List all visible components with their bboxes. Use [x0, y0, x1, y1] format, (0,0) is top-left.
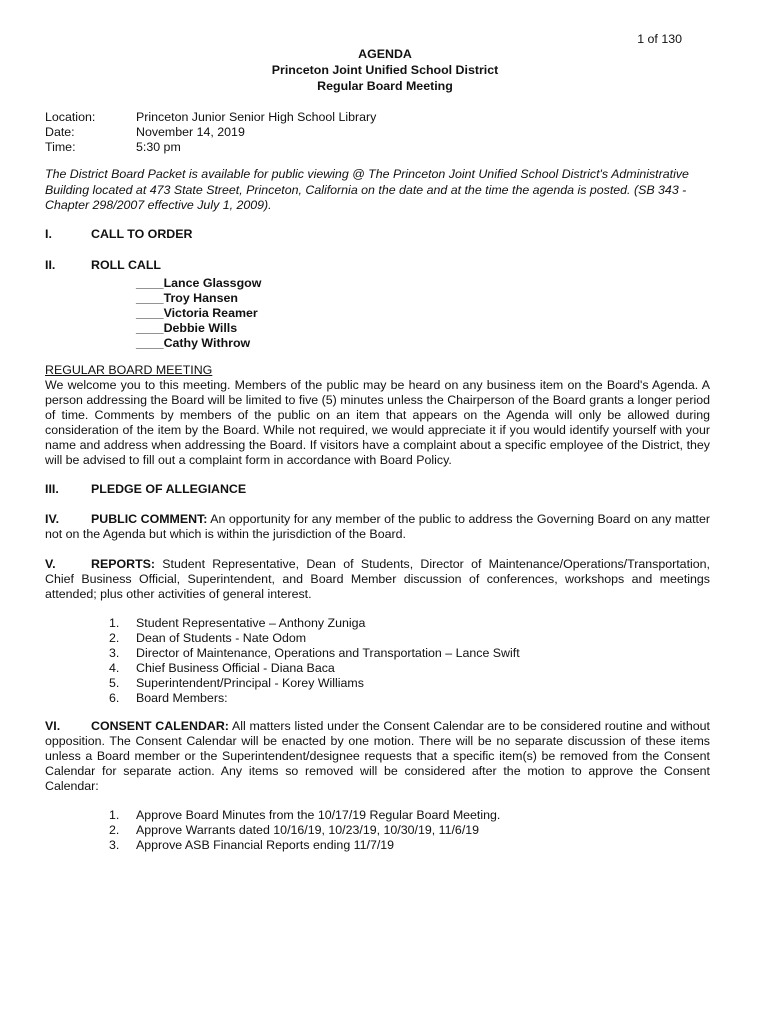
consent-list	[109, 808, 500, 853]
regular-board-meeting-text: We welcome you to this meeting. Members of the public may be heard on any business item on the Board's Agenda. A person addressing the Board will be limited to five (5) minutes unless the Chairperson of the Board grants a longer period of time. Comments by members of the public on an item that appears on the Agenda will only be allowed during consideration of the item by the Board. While not required, we would appreciate it if you would identify yourself with your name and address when addressing the Board. If visitors have a complaint about a specific employee of the District, they will be advised to fill out a complaint form in accordance with Board Policy.	[45, 378, 710, 467]
section-text: Student Representative, Dean of Students, Director of Maintenance/Operations/Transportation, Chief Business Official, Superintendent, and Board Member discussion of conferences, workshops and meetings attended; plus other activities of general interest.	[45, 557, 710, 601]
section-pledge	[45, 482, 710, 497]
roll-call-member: ____Cathy Withrow	[136, 336, 251, 350]
time-label: Time:	[45, 140, 76, 154]
list-item: 2. Approve Warrants dated 10/16/19, 10/23/19, 10/30/19, 11/6/19	[109, 823, 480, 837]
time-row	[45, 140, 376, 155]
section-call-to-order	[45, 227, 710, 242]
list-item: 2. Dean of Students - Nate Odom	[109, 631, 307, 645]
section-consent-calendar	[45, 719, 710, 794]
roll-call-member: ____Victoria Reamer	[136, 306, 258, 320]
section-text: An opportunity for any member of the public to address the Governing Board on any matter not on the Agenda but which is within the jurisdiction of the Board.	[45, 512, 710, 541]
section-title: REPORTS:	[91, 557, 156, 571]
page-number: 1 of 130	[637, 32, 682, 46]
meeting-type: Regular Board Meeting	[317, 79, 453, 93]
district-name: Princeton Joint Unified School District	[271, 63, 499, 77]
list-item: 4. Chief Business Official - Diana Baca	[109, 661, 335, 675]
roll-call-member: ____Lance Glassgow	[136, 276, 262, 290]
list-item: 1. Student Representative – Anthony Zuniga	[109, 616, 366, 630]
section-reports	[45, 557, 710, 602]
reports-list	[109, 616, 520, 706]
regular-board-meeting-title: REGULAR BOARD MEETING	[45, 363, 213, 377]
section-number: V.	[45, 557, 56, 571]
meeting-details	[45, 110, 376, 155]
list-item: 1. Approve Board Minutes from the 10/17/19 Regular Board Meeting.	[109, 808, 501, 822]
time-value: 5:30 pm	[136, 140, 181, 154]
location-value: Princeton Junior Senior High School Library	[136, 110, 377, 124]
section-title: ROLL CALL	[91, 258, 161, 272]
section-number: III.	[45, 482, 59, 496]
location-label: Location:	[45, 110, 96, 124]
public-notice: The District Board Packet is available for public viewing @ The Princeton Joint Unified School District's Administrative Building located at 473 State Street, Princeton, California on the date and at the time the agenda is posted. (SB 343 - Chapter 298/2007 effective July 1, 2009).	[45, 167, 689, 212]
agenda-title: AGENDA	[358, 47, 412, 61]
section-roll-call	[45, 258, 710, 273]
section-title: PUBLIC COMMENT:	[91, 512, 208, 526]
section-title: CONSENT CALENDAR:	[91, 719, 229, 733]
roll-call-list	[136, 276, 261, 351]
roll-call-member: ____Debbie Wills	[136, 321, 238, 335]
date-value: November 14, 2019	[136, 125, 245, 139]
section-text: All matters listed under the Consent Calendar are to be considered routine and without opposition. The Consent Calendar will be enacted by one motion. There will be no separate discussion of these items unless a Board member or the Superintendent/designee requests that a specific item(s) be removed from the Consent Calendar for separate action. Any items so removed will be considered after the motion to approve the Consent Calendar:	[45, 719, 710, 793]
list-item: 3. Approve ASB Financial Reports ending 11/7/19	[109, 838, 395, 852]
list-item: 3. Director of Maintenance, Operations and Transportation – Lance Swift	[109, 646, 520, 660]
list-item: 5. Superintendent/Principal - Korey Williams	[109, 676, 364, 690]
section-title: PLEDGE OF ALLEGIANCE	[91, 482, 247, 496]
location-row	[45, 110, 376, 125]
agenda-header	[0, 46, 770, 94]
date-label: Date:	[45, 125, 75, 139]
section-number: I.	[45, 227, 52, 241]
roll-call-member: ____Troy Hansen	[136, 291, 238, 305]
date-row	[45, 125, 376, 140]
section-number: IV.	[45, 512, 60, 526]
section-public-comment	[45, 512, 710, 542]
list-item: 6. Board Members:	[109, 691, 228, 705]
section-number: II.	[45, 258, 56, 272]
section-title: CALL TO ORDER	[91, 227, 193, 241]
section-number: VI.	[45, 719, 61, 733]
